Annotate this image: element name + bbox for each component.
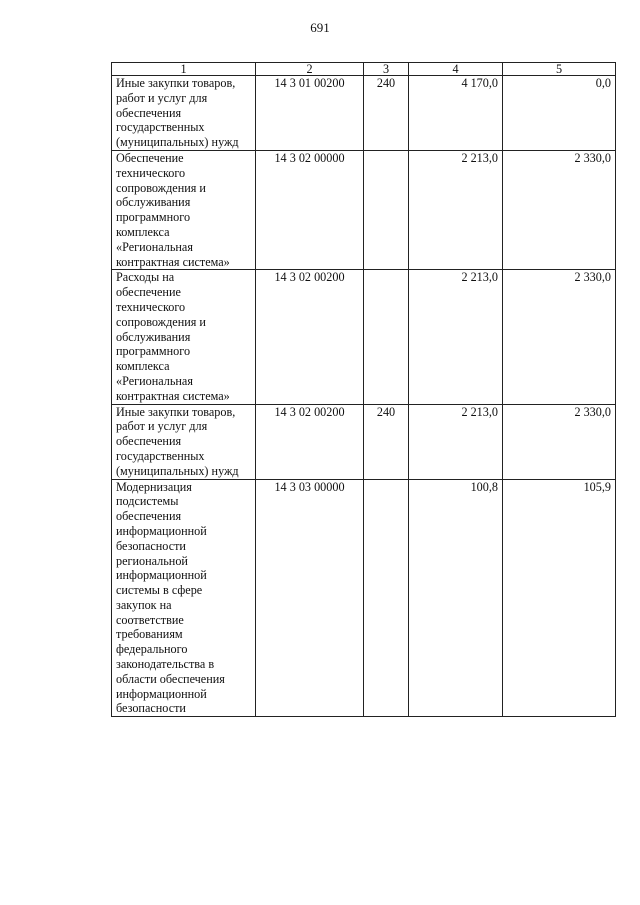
row-name-line: работ и услуг для bbox=[116, 90, 208, 105]
row-value-4: 2 213,0 bbox=[409, 404, 503, 479]
row-name-line: информационной bbox=[116, 523, 207, 538]
row-name-line: обеспечение bbox=[116, 285, 181, 300]
row-name-line: Расходы на bbox=[116, 270, 175, 285]
row-name-line: контрактная система» bbox=[116, 254, 230, 269]
row-code: 14 3 03 00000 bbox=[256, 479, 364, 717]
row-name-line: федерального bbox=[116, 642, 188, 657]
header-col-4: 4 bbox=[409, 63, 503, 76]
row-name-line: «Региональная bbox=[116, 373, 193, 388]
row-name-line: обслуживания bbox=[116, 329, 191, 344]
row-value-4: 4 170,0 bbox=[409, 76, 503, 151]
row-name-line: (муниципальных) нужд bbox=[116, 135, 239, 150]
header-col-3: 3 bbox=[364, 63, 409, 76]
header-col-1: 1 bbox=[112, 63, 256, 76]
table-row bbox=[112, 76, 616, 151]
row-name-line: технического bbox=[116, 299, 186, 314]
row-name-line: контрактная система» bbox=[116, 388, 230, 403]
row-name bbox=[112, 270, 256, 404]
row-name-line: сопровождения и bbox=[116, 314, 206, 329]
row-name-line: сопровождения и bbox=[116, 180, 206, 195]
row-code: 14 3 02 00000 bbox=[256, 150, 364, 269]
row-name-line: технического bbox=[116, 165, 186, 180]
row-name-line: области обеспечения bbox=[116, 671, 225, 686]
page-number: 691 bbox=[310, 20, 330, 35]
row-name-line: обслуживания bbox=[116, 195, 191, 210]
row-name bbox=[112, 479, 256, 717]
row-name-line: требованиям bbox=[116, 627, 183, 642]
table-row bbox=[112, 404, 616, 479]
table-row bbox=[112, 270, 616, 404]
row-value-5: 2 330,0 bbox=[503, 270, 616, 404]
table-row bbox=[112, 479, 616, 717]
row-name-line: соответствие bbox=[116, 612, 184, 627]
row-name bbox=[112, 404, 256, 479]
row-name-line: обеспечения bbox=[116, 105, 182, 120]
header-col-5: 5 bbox=[503, 63, 616, 76]
row-name-line: безопасности bbox=[116, 538, 186, 553]
row-name-line: Обеспечение bbox=[116, 150, 184, 165]
row-name-line: подсистемы bbox=[116, 494, 179, 509]
row-name-line: комплекса bbox=[116, 359, 170, 374]
row-name-line: обеспечения bbox=[116, 434, 182, 449]
row-type: 240 bbox=[364, 76, 409, 151]
row-name-line: программного bbox=[116, 210, 191, 225]
row-name-line: государственных bbox=[116, 120, 205, 135]
row-name-line: законодательства в bbox=[116, 657, 215, 672]
row-value-5: 105,9 bbox=[503, 479, 616, 717]
row-name-line: закупок на bbox=[116, 597, 172, 612]
row-name-line: (муниципальных) нужд bbox=[116, 463, 239, 478]
row-name-line: программного bbox=[116, 344, 191, 359]
header-col-2: 2 bbox=[256, 63, 364, 76]
row-type: 240 bbox=[364, 404, 409, 479]
row-name bbox=[112, 76, 256, 151]
row-type bbox=[364, 479, 409, 717]
row-value-4: 2 213,0 bbox=[409, 270, 503, 404]
table-row bbox=[112, 150, 616, 269]
row-name-line: обеспечения bbox=[116, 509, 182, 524]
row-value-5: 2 330,0 bbox=[503, 404, 616, 479]
row-name-line: Модернизация bbox=[116, 479, 192, 494]
row-name-line: информационной bbox=[116, 568, 207, 583]
row-value-5: 2 330,0 bbox=[503, 150, 616, 269]
budget-table bbox=[111, 62, 616, 717]
row-name-line: безопасности bbox=[116, 701, 186, 716]
header-row bbox=[112, 63, 616, 76]
row-name-line: системы в сфере bbox=[116, 583, 203, 598]
row-type bbox=[364, 150, 409, 269]
row-name-line: комплекса bbox=[116, 224, 170, 239]
row-name-line: государственных bbox=[116, 448, 205, 463]
row-name-line: работ и услуг для bbox=[116, 419, 208, 434]
row-type bbox=[364, 270, 409, 404]
row-name bbox=[112, 150, 256, 269]
row-value-5: 0,0 bbox=[503, 76, 616, 151]
row-name-line: информационной bbox=[116, 686, 207, 701]
row-name-line: Иные закупки товаров, bbox=[116, 76, 236, 90]
row-code: 14 3 02 00200 bbox=[256, 270, 364, 404]
row-value-4: 2 213,0 bbox=[409, 150, 503, 269]
row-value-4: 100,8 bbox=[409, 479, 503, 717]
row-code: 14 3 01 00200 bbox=[256, 76, 364, 151]
row-name-line: региональной bbox=[116, 553, 188, 568]
row-name-line: «Региональная bbox=[116, 239, 193, 254]
row-name-line: Иные закупки товаров, bbox=[116, 404, 236, 419]
row-code: 14 3 02 00200 bbox=[256, 404, 364, 479]
